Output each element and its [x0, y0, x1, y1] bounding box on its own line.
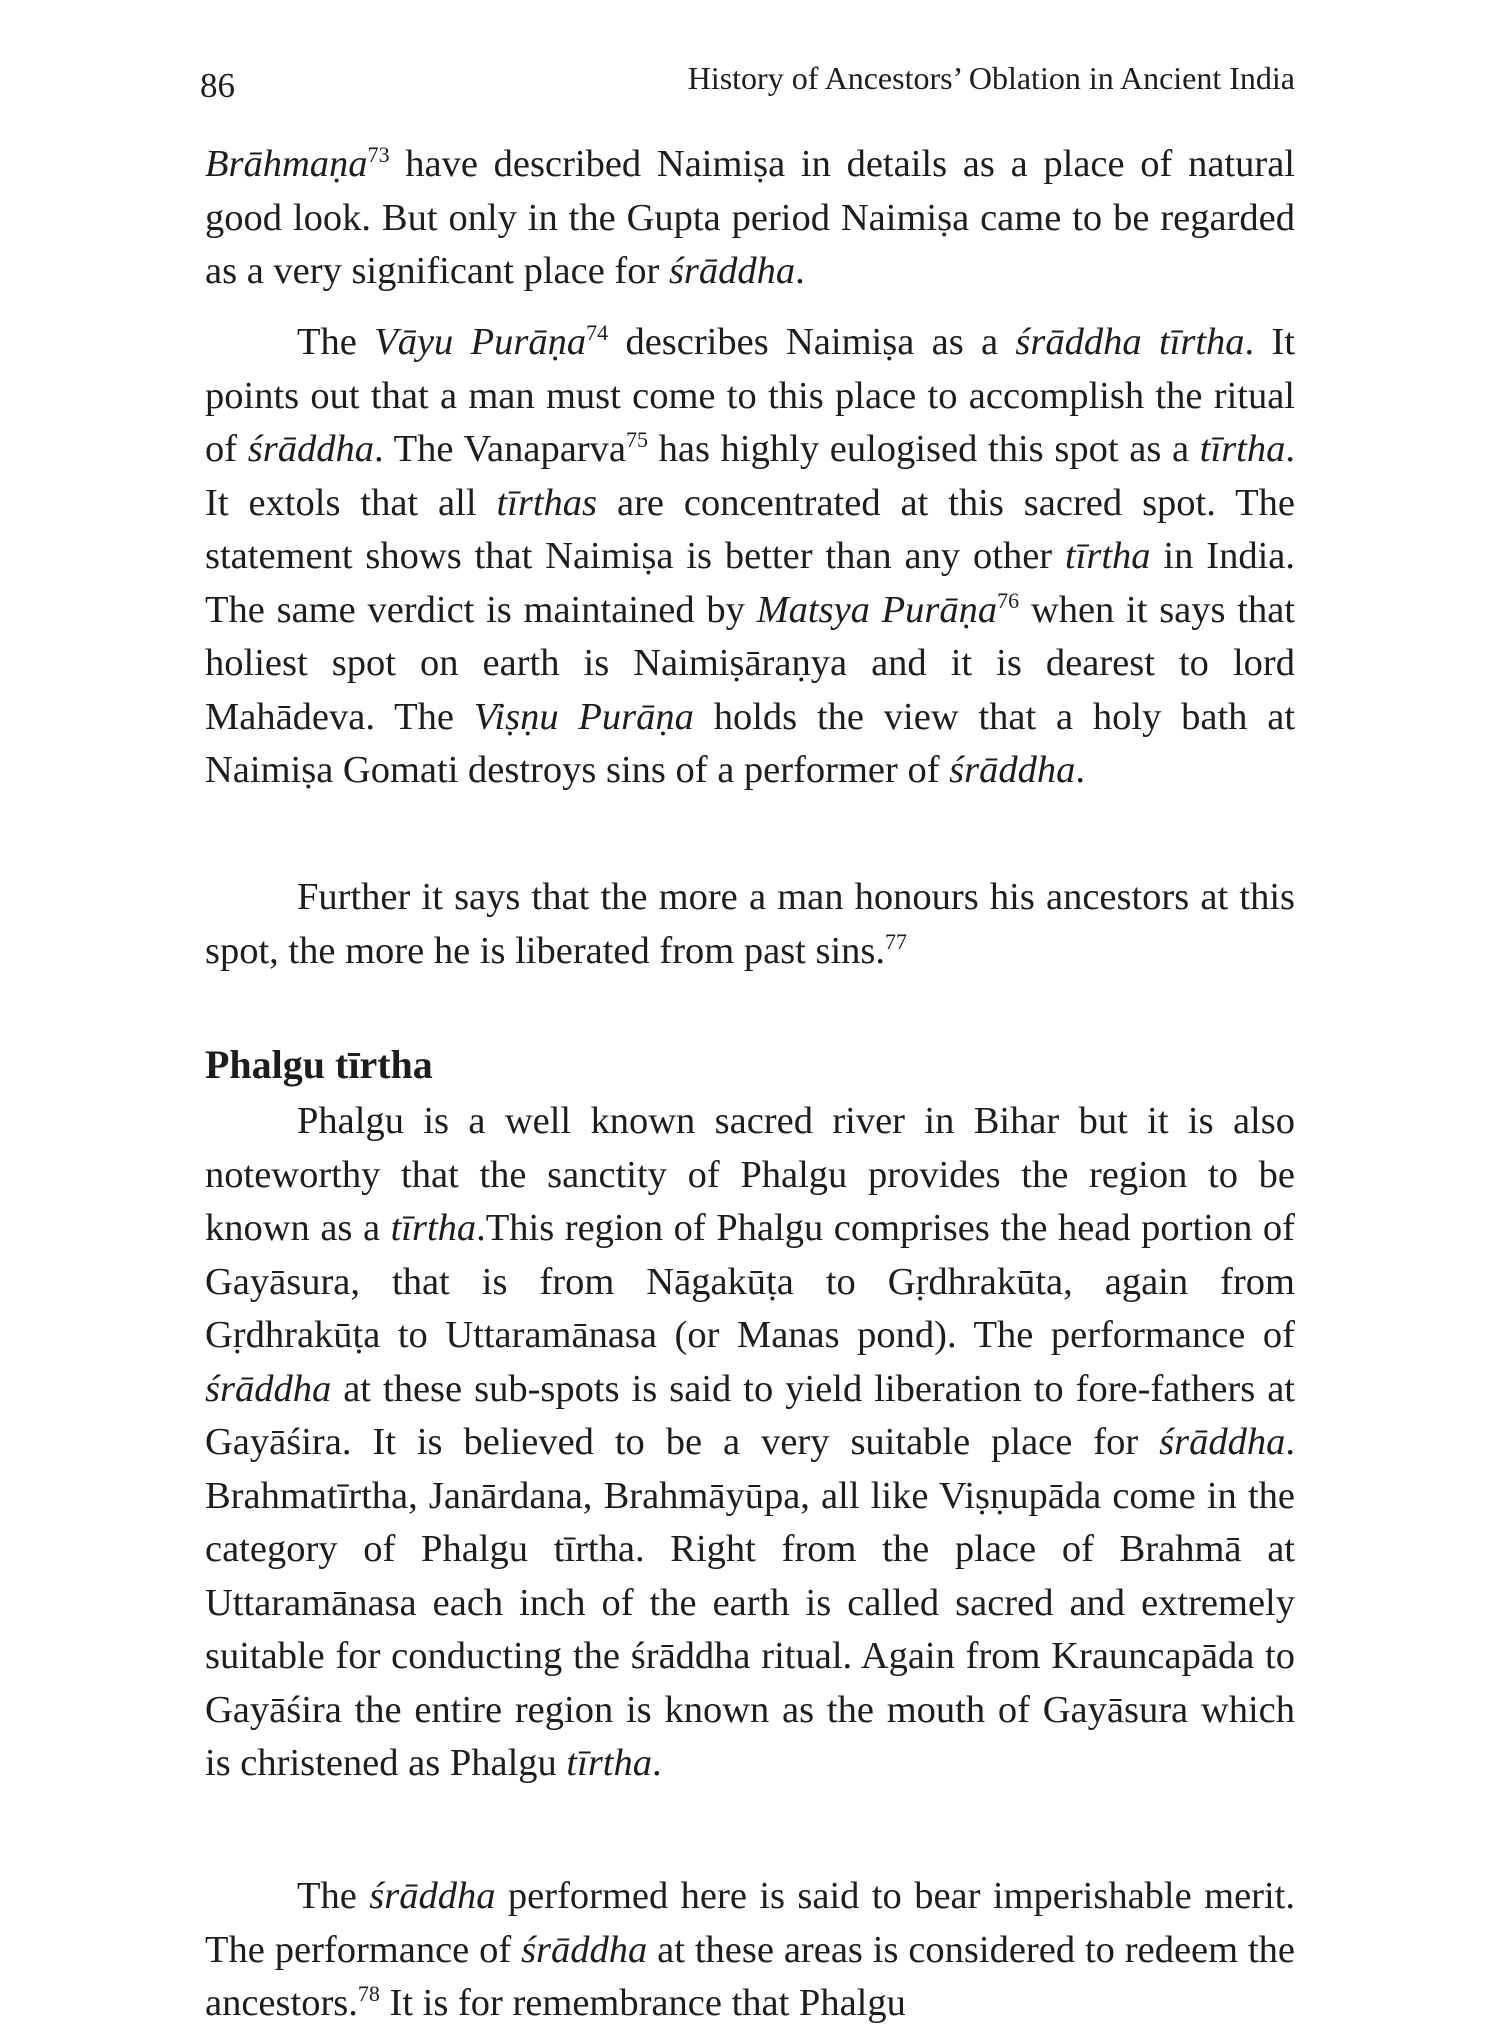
page-body: [205, 138, 1295, 2032]
italic-text: śrāddha tīrtha: [1015, 321, 1245, 363]
text: have described Naimiṣa in details as a place of natural good look. But only in the Gupta period Naimiṣa came to be regarded as a very significant place for: [205, 143, 1295, 292]
italic-text: śrāddha: [369, 1875, 496, 1917]
text: The: [297, 321, 375, 363]
text: .: [795, 250, 805, 292]
text: when it says that holiest spot on earth is Naimiṣāraṇya and it is dearest to lord Mahādeva. The: [205, 588, 1295, 738]
italic-text: Matsya Purāṇa: [756, 588, 998, 631]
text: has highly eulogised this spot as a: [647, 428, 1200, 470]
paragraph-4: [205, 1095, 1295, 1853]
text: .: [1075, 749, 1085, 791]
italic-text: Viṣṇu Purāṇa: [473, 695, 694, 738]
text: . Brahmatīrtha, Janārdana, Brahmāyūpa, all like Viṣṇupāda come in the category of Phalgu tīrtha. Right from the place of Brahmā at Uttaramānasa each inch of the earth is called sacred and extremely suitable for conducting the śrāddha ritual. Again from Krauncapāda to Gayāśira the entire region is known as the mouth of Gayāsura which is christened as Phalgu: [205, 1421, 1295, 1784]
text: at these sub-spots is said to yield liberation to fore-fathers at Gayāśira. It is believed to be a very suitable place for: [205, 1367, 1295, 1463]
paragraph-1: [205, 138, 1295, 300]
italic-text: tīrtha: [1064, 535, 1151, 577]
text: Further it says that the more a man honours his ancestors at this spot, the more he is liberated from past sins.: [205, 876, 1295, 972]
paragraph-2: [205, 316, 1295, 858]
footnote-ref: 78: [357, 1981, 380, 2007]
footnote-ref: 77: [885, 928, 908, 954]
page-number: 86: [200, 66, 235, 105]
text: performed here is said to bear imperishable merit. The performance of: [205, 1875, 1296, 1971]
text: .This region of Phalgu comprises the head portion of Gayāsura, that is from Nāgakūṭa to Gṛdhrakūta, again from Gṛdhrakūṭa to Uttaramānasa (or Manas pond). The performance of: [205, 1207, 1295, 1356]
italic-text: śrāddha: [205, 1367, 332, 1410]
running-head: [200, 60, 1295, 110]
text: describes Naimiṣa as a: [608, 321, 1016, 363]
running-title: History of Ancestors’ Oblation in Ancient India: [687, 60, 1295, 96]
footnote-ref: 74: [586, 320, 609, 346]
text: are concentrated at this sacred spot. The statement shows that Naimiṣa is better than any other: [205, 481, 1295, 577]
footnote-ref: 75: [625, 427, 648, 453]
italic-text: tīrtha: [390, 1207, 477, 1249]
text: .: [652, 1742, 662, 1784]
text: It is for remembrance that Phalgu: [379, 1982, 906, 2024]
italic-text: tīrtha: [566, 1742, 652, 1784]
paragraph-5: [205, 1870, 1295, 2032]
footnote-ref: 73: [367, 142, 390, 168]
text: . The Vanaparva: [374, 428, 626, 470]
text: holds the view that a holy bath at Naimiṣa Gomati destroys sins of a performer of: [205, 695, 1296, 791]
italic-text: śrāddha: [1159, 1421, 1286, 1463]
italic-text: Brāhmaṇa: [205, 143, 368, 185]
italic-text: tīrtha: [1199, 428, 1286, 470]
text: . It extols that all: [205, 428, 1295, 524]
italic-text: Vāyu Purāṇa: [374, 321, 587, 363]
italic-text: śrāddha: [949, 749, 1076, 791]
italic-text: śrāddha: [247, 428, 374, 470]
italic-text: śrāddha: [668, 250, 796, 292]
footnote-ref: 76: [997, 587, 1020, 613]
text: The: [297, 1875, 370, 1917]
section-heading: Phalgu tīrtha: [205, 1042, 433, 1087]
paragraph-3: [205, 871, 1295, 981]
italic-text: tīrthas: [496, 481, 598, 524]
text: . It points out that a man must come to this place to accomplish the ritual of: [205, 321, 1295, 470]
text: in India. The same verdict is maintained by: [205, 535, 1295, 631]
italic-text: śrāddha: [521, 1928, 648, 1971]
text: at these areas is considered to redeem the ancestors.: [205, 1928, 1295, 2024]
text: Phalgu is a well known sacred river in Bihar but it is also noteworthy that the sanctity of Phalgu provides the region to be known as a: [205, 1100, 1295, 1249]
